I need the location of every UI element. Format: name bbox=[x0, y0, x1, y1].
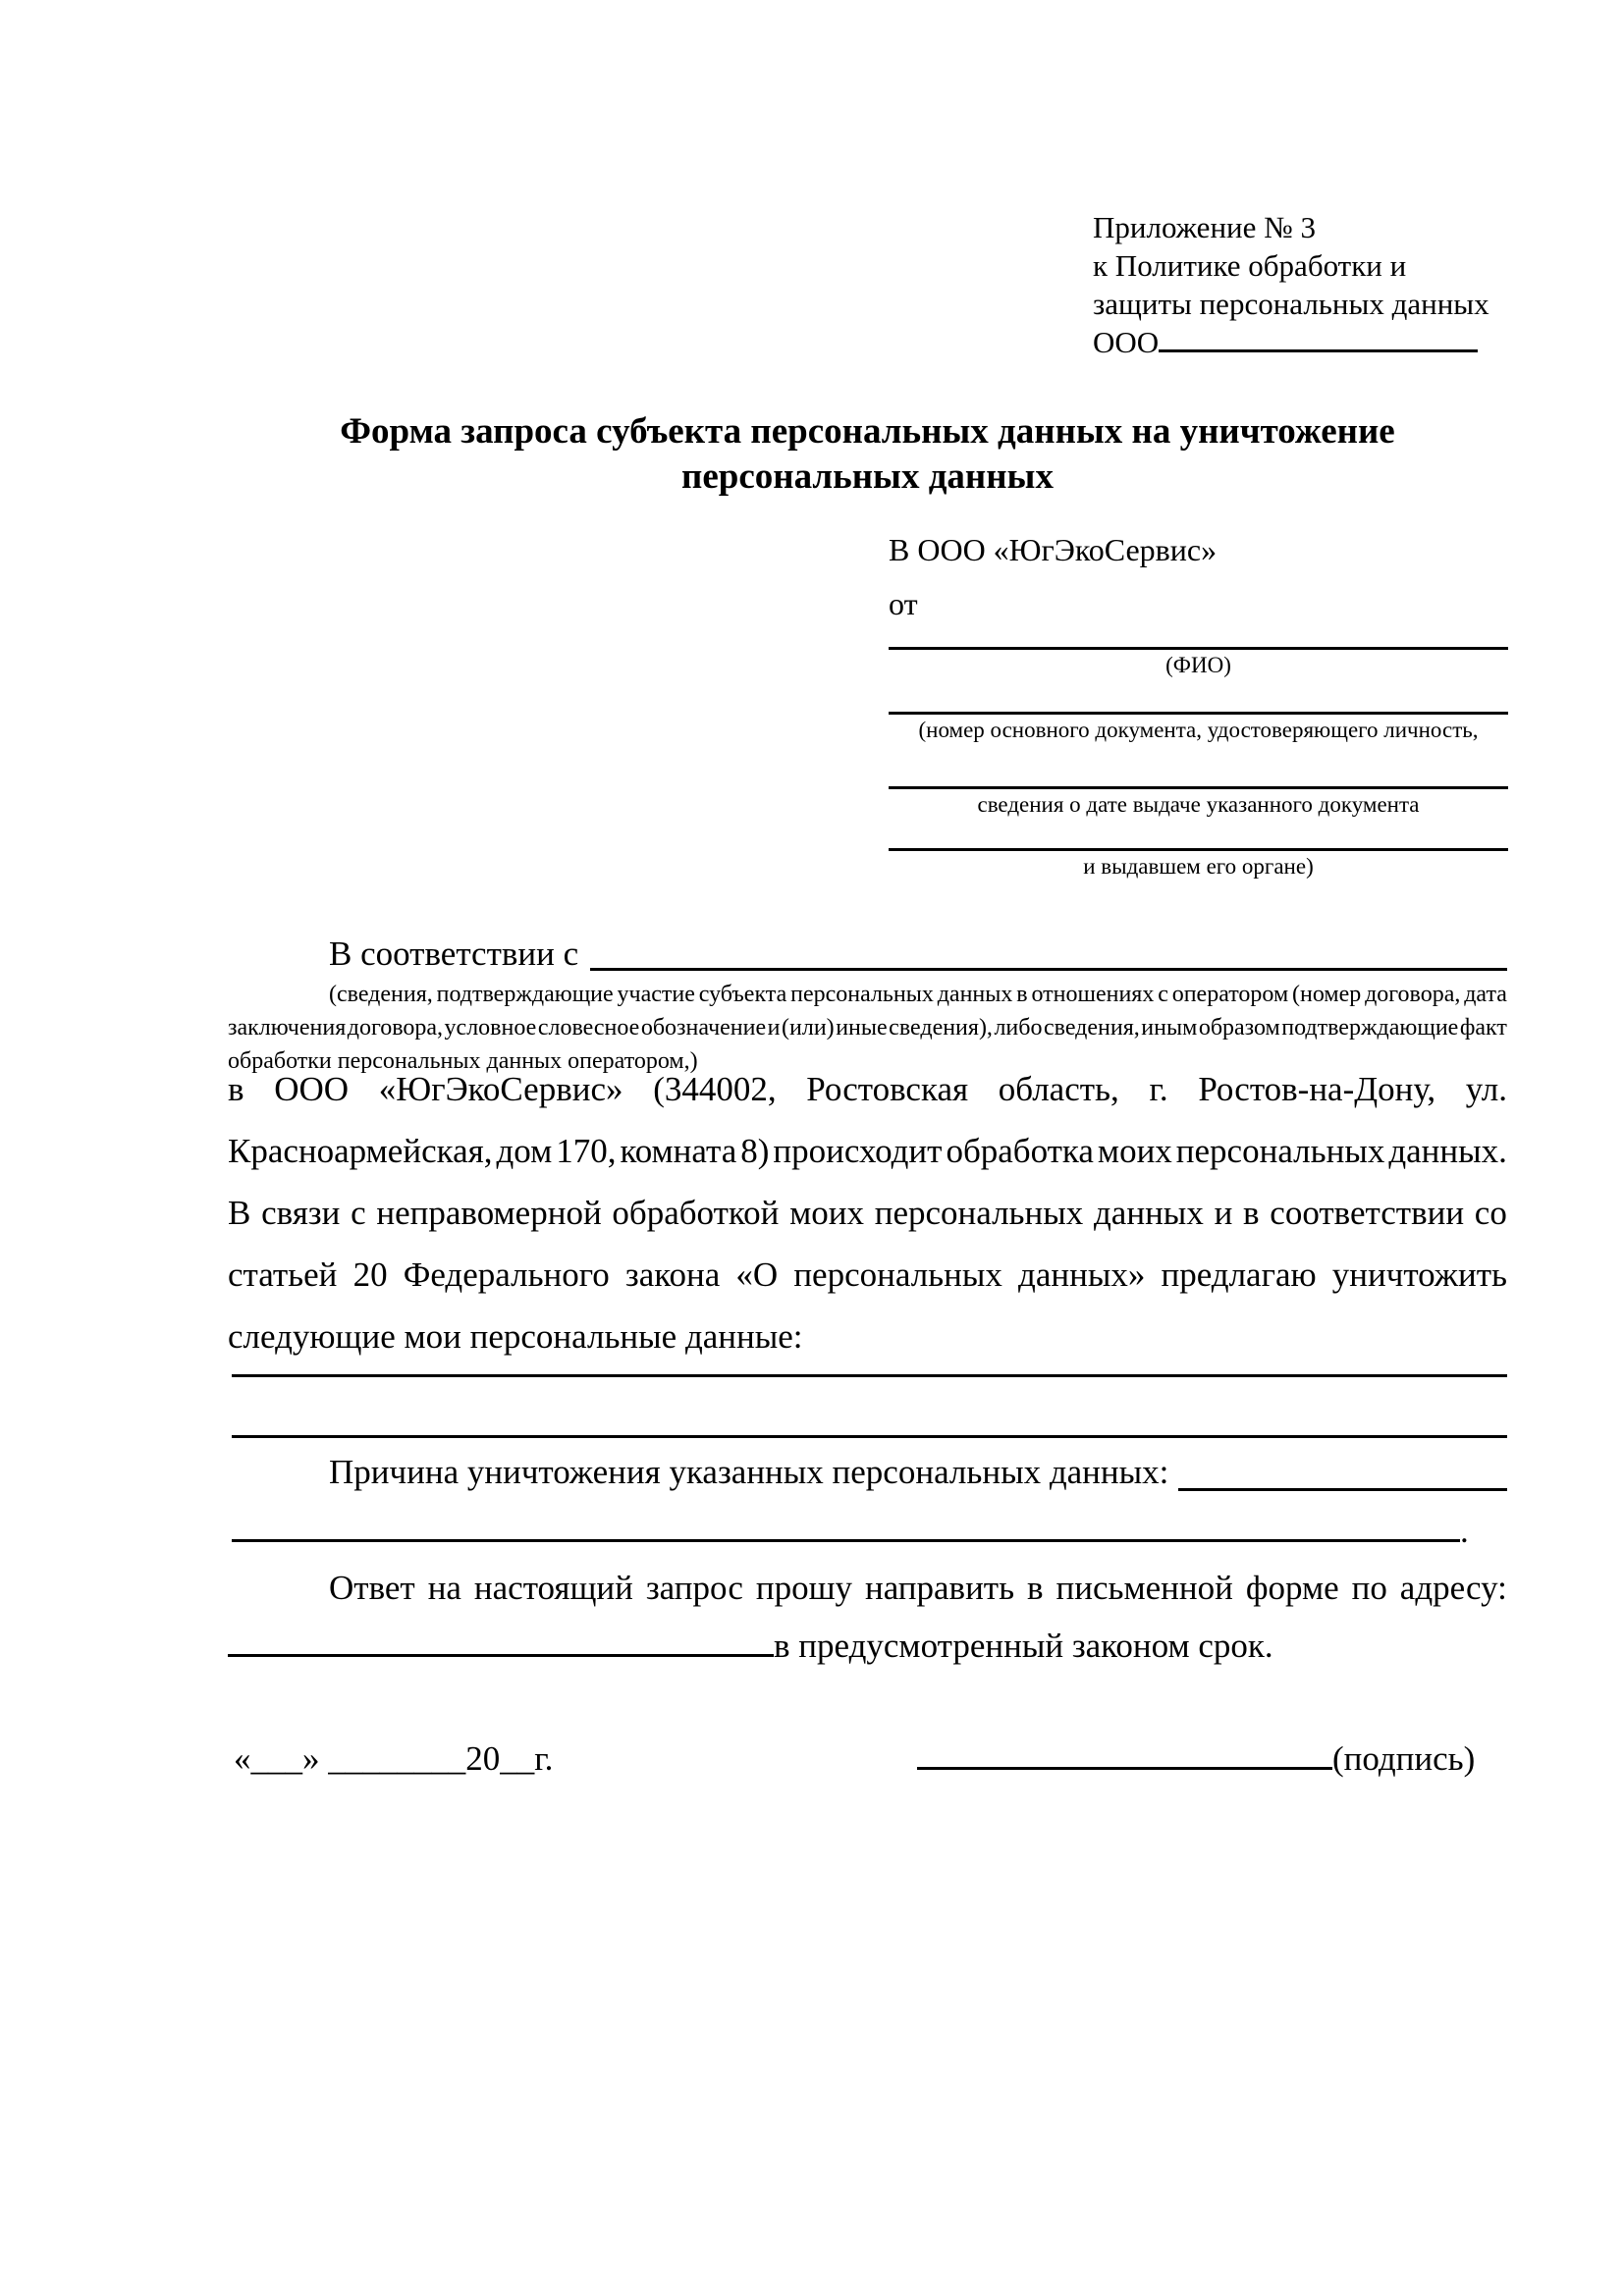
main-paragraph bbox=[228, 1058, 1507, 1367]
accordance-blank-line bbox=[590, 968, 1507, 971]
appendix-note-line: защиты персональных данных bbox=[1093, 287, 1489, 321]
address-term-row bbox=[228, 1625, 1273, 1668]
field-document-number bbox=[889, 690, 1508, 745]
paragraph-line bbox=[228, 1120, 1507, 1182]
response-row bbox=[228, 1569, 1507, 1614]
footnote-line bbox=[228, 1011, 1507, 1044]
paragraph-line-text: следующие мои персональные данные: bbox=[228, 1317, 803, 1356]
addressee-to: В ООО «ЮгЭкоСервис» bbox=[889, 532, 1218, 567]
field-fio bbox=[889, 625, 1508, 680]
accordance-label: В соответствии с bbox=[329, 934, 579, 973]
signature-blank-line bbox=[917, 1767, 1332, 1770]
response-line-text: Ответ на настоящий запрос прошу направить в письменной форме по адресу: bbox=[329, 1569, 1507, 1607]
paragraph-line bbox=[228, 1058, 1507, 1120]
addressee-block bbox=[889, 532, 1508, 905]
accordance-row bbox=[228, 934, 1507, 978]
paragraph-line bbox=[228, 1244, 1507, 1306]
footnote-line bbox=[228, 978, 1507, 1011]
document-title bbox=[228, 409, 1507, 500]
paragraph-line-text: в ООО «ЮгЭкоСервис» (344002, Ростовская область, г. Ростов-на-Дону, ул. bbox=[228, 1070, 1507, 1108]
reason-continuation-row bbox=[232, 1512, 1469, 1551]
footnote-line-text: обработки персональных данных оператором,) bbox=[228, 1048, 698, 1074]
date-line: «___» ________20__г. bbox=[234, 1739, 554, 1778]
reason-blank-line bbox=[1178, 1488, 1507, 1491]
appendix-note-line: к Политике обработки и bbox=[1093, 248, 1407, 283]
document-title-line1: Форма запроса субъекта персональных данных на уничтожение bbox=[340, 411, 1395, 452]
signature-caption: (подпись) bbox=[1332, 1739, 1476, 1778]
appendix-note bbox=[1093, 208, 1489, 361]
address-blank-line bbox=[228, 1654, 774, 1657]
personal-data-blank-line-2 bbox=[232, 1435, 1507, 1438]
reason-label: Причина уничтожения указанных персональных данных: bbox=[329, 1453, 1169, 1491]
ooo-label: ООО bbox=[1093, 325, 1160, 359]
footnote-line-text: заключения договора, условное словесное обозначение и (или) иные сведения), либо сведения, иным образом подтверждающие факт bbox=[228, 1015, 1507, 1041]
reason-continuation-blank-line bbox=[232, 1539, 1460, 1542]
appendix-note-ooo-line bbox=[1093, 323, 1489, 361]
fio-blank-line bbox=[889, 625, 1508, 650]
field-document-issue-date bbox=[889, 765, 1508, 820]
issuing-authority-blank-line bbox=[889, 827, 1508, 851]
document-number-caption: (номер основного документа, удостоверяющего личность, bbox=[918, 718, 1479, 742]
paragraph-line-text: Красноармейская, дом 170, комната 8) происходит обработка моих персональных данных. bbox=[228, 1132, 1507, 1170]
appendix-note-line: Приложение № 3 bbox=[1093, 210, 1316, 244]
paragraph-line-text: В связи с неправомерной обработкой моих персональных данных и в соответствии со bbox=[228, 1194, 1507, 1232]
issue-date-caption: сведения о дате выдаче указанного документа bbox=[977, 792, 1420, 817]
fio-caption: (ФИО) bbox=[1165, 653, 1231, 677]
paragraph-line-text: статьей 20 Федерального закона «О персональных данных» предлагаю уничтожить bbox=[228, 1255, 1507, 1294]
ooo-blank-line bbox=[1159, 349, 1478, 352]
addressee-from-label: от bbox=[889, 586, 918, 621]
issuing-authority-caption: и выдавшем его органе) bbox=[1083, 854, 1314, 879]
signature-row bbox=[917, 1739, 1475, 1779]
term-text: в предусмотренный законом срок. bbox=[774, 1627, 1273, 1665]
personal-data-blank-line-1 bbox=[232, 1374, 1507, 1377]
document-number-blank-line bbox=[889, 690, 1508, 715]
issue-date-blank-line bbox=[889, 765, 1508, 789]
field-issuing-authority bbox=[889, 827, 1508, 881]
period: . bbox=[1460, 1512, 1469, 1550]
footnote-line-text: (сведения, подтверждающие участие субъекта персональных данных в отношениях с оператором (номер договора, дата bbox=[329, 982, 1507, 1007]
document-title-line2: персональных данных bbox=[681, 456, 1054, 497]
paragraph-line bbox=[228, 1182, 1507, 1244]
reason-row bbox=[228, 1453, 1507, 1498]
